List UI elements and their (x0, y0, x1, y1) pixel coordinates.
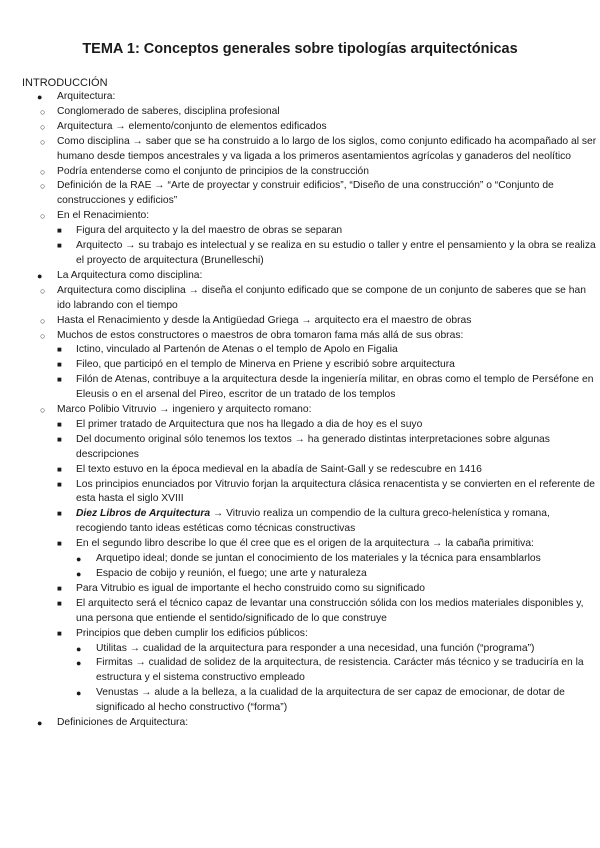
bullet-icon: ○ (40, 405, 46, 416)
sublist (40, 105, 600, 269)
item-text: Espacio de cobijo y reunión, el fuego; une arte y naturaleza (96, 568, 367, 579)
list-item (76, 656, 600, 686)
list-item (57, 478, 600, 508)
section-heading: INTRODUCCIÓN (22, 77, 108, 89)
bullet-icon: ○ (40, 211, 46, 222)
item-text: Definiciones de Arquitectura: (57, 717, 189, 729)
item-text: Arquitecto → su trabajo es intelectual y se realiza en su estudio o taller y entre el pensamiento y la obra se realiza el proyecto de arquitectura (Brunelleschi) (76, 240, 596, 266)
list-item (21, 329, 600, 404)
sublist (40, 284, 600, 716)
list-item (76, 567, 600, 582)
list-item (57, 358, 600, 373)
list-item (76, 686, 600, 716)
item-text: Ictino, vinculado al Partenón de Atenas o el templo de Apolo en Figalia (76, 344, 398, 356)
item-text: Los principios enunciados por Vitruvio forjan la arquitectura clásica renacentista y se convierten en el referente de esta hasta el siglo XVIII (76, 478, 595, 505)
list-item (57, 597, 600, 627)
bullet-icon: ■ (57, 509, 62, 519)
book-title: Diez Libros de Arquitectura (76, 508, 211, 520)
list-item (0, 716, 600, 731)
bullet-icon: ■ (57, 464, 62, 474)
bullet-icon: ○ (40, 330, 46, 341)
item-text: El primer tratado de Arquitectura que nos ha llegado a dia de hoy es el suyo (76, 418, 423, 430)
list-item (57, 507, 600, 537)
bullet-icon: ● (76, 688, 82, 699)
list-item (0, 269, 600, 716)
list-item (57, 418, 600, 433)
list-item (21, 179, 600, 209)
item-text: Utilitas → cualidad de la arquitectura para responder a una necesidad, una función (“programa”) (96, 642, 535, 654)
bullet-icon: ■ (57, 419, 62, 429)
item-text: Principios que deben cumplir los edificios públicos: (76, 627, 308, 639)
item-text: En el segundo libro describe lo que él cree que es el origen de la arquitectura → la cabaña primitiva: (76, 538, 534, 550)
list-item (57, 433, 600, 463)
item-text: Podría entenderse como el conjunto de principios de la construcción (57, 165, 369, 177)
list-item (21, 105, 600, 120)
bullet-icon: ○ (40, 136, 46, 147)
list-item (57, 537, 600, 582)
item-text: Figura del arquitecto y la del maestro de obras se separan (76, 225, 343, 237)
item-text: Conglomerado de saberes, disciplina profesional (57, 105, 280, 117)
sublist (57, 343, 600, 403)
item-text: En el Renacimiento: (57, 210, 150, 222)
item-text: Venustas → alude a la belleza, a la cualidad de la arquitectura de ser capaz de emocionar, de dotar de significado al hecho constructivo (“forma”) (96, 687, 565, 714)
bullet-icon: ● (37, 92, 43, 102)
bullet-icon: ■ (57, 360, 62, 370)
item-text: Marco Polibio Vitruvio → ingeniero y arquitecto romano: (57, 404, 312, 416)
bullet-icon: ● (76, 569, 82, 579)
item-text: Definición de la RAE → “Arte de proyectar y construir edificios”, “Diseño de una construcción” o “Conjunto de construcciones y edificios” (57, 180, 554, 207)
sublist (76, 552, 600, 582)
bullet-icon: ● (37, 270, 43, 281)
item-text: Arquitectura → elemento/conjunto de elementos edificados (57, 120, 327, 132)
list-item (21, 284, 600, 314)
list-item (0, 90, 600, 269)
outline (0, 90, 600, 731)
bullet-icon: ○ (40, 121, 46, 132)
item-text: Arquetipo ideal; donde se juntan el conocimiento de los materiales y la técnica para ensamblarlos (96, 553, 541, 565)
list-item (76, 642, 600, 657)
list-item (21, 135, 600, 165)
bullet-icon: ○ (40, 315, 46, 326)
bullet-icon: ■ (57, 226, 62, 236)
bullet-icon: ■ (57, 241, 62, 251)
sublist (57, 418, 600, 716)
bullet-icon: ○ (40, 285, 46, 296)
bullet-icon: ■ (57, 583, 62, 593)
bullet-icon: ■ (57, 628, 62, 638)
bullet-icon: ■ (57, 375, 62, 385)
list-item (57, 239, 600, 269)
sublist (57, 224, 600, 269)
list-item (57, 224, 600, 239)
list-item (57, 463, 600, 478)
bullet-icon: ○ (40, 106, 46, 117)
list-item (57, 627, 600, 716)
list-item (21, 209, 600, 269)
bullet-icon: ■ (57, 345, 62, 355)
list-item (57, 343, 600, 358)
bullet-icon: ● (37, 718, 43, 729)
page-title: TEMA 1: Conceptos generales sobre tipologías arquitectónicas (82, 41, 518, 57)
item-text: Muchos de estos constructores o maestros de obra tomaron fama más allá de sus obras: (57, 329, 464, 341)
item-text: Para Vitrubio es igual de importante el hecho construido como su significado (76, 582, 425, 594)
item-text: Firmitas → cualidad de solidez de la arquitectura, de resistencia. Carácter más técnico y se traduciría en la estructura y el sistema constructivo empleado (96, 657, 584, 684)
list-item (21, 403, 600, 716)
item-text-rest: → Vitruvio realiza un compendio de la cultura greco-helenística y romana, recogiendo tanto ideas estéticas como técnicas constructivas (76, 508, 550, 535)
item-text: Del documento original sólo tenemos los textos → ha generado distintas interpretaciones sobre algunas descripciones (76, 433, 550, 460)
bullet-icon: ● (76, 643, 82, 654)
list-item (76, 552, 600, 567)
bullet-icon: ■ (57, 434, 62, 444)
list-item (57, 582, 600, 597)
list-item (57, 373, 600, 403)
list-item (21, 314, 600, 329)
item-text: Filón de Atenas, contribuye a la arquitectura desde la ingeniería militar, en obras como el templo de Perséfone en Eleusis o en el arsenal del Pireo, escritor de un tratado de los templos (76, 374, 594, 401)
item-text: Hasta el Renacimiento y desde la Antigüedad Griega → arquitecto era el maestro de obras (57, 314, 472, 326)
sublist (76, 642, 600, 717)
item-text (76, 507, 600, 537)
bullet-icon: ○ (40, 166, 46, 177)
list-item (21, 165, 600, 180)
bullet-icon: ■ (57, 598, 62, 608)
bullet-icon: ○ (40, 181, 46, 192)
bullet-icon: ● (76, 658, 82, 669)
item-text: Arquitectura: (57, 91, 116, 102)
item-text: Arquitectura como disciplina → diseña el conjunto edificado que se compone de un conjunto de saberes que se han ido labrando con el tiempo (57, 284, 586, 311)
item-text: La Arquitectura como disciplina: (57, 269, 203, 281)
item-text: El texto estuvo en la época medieval en la abadía de Saint-Gall y se redescubre en 1416 (76, 463, 482, 475)
item-text: Fileo, que participó en el templo de Minerva en Priene y escribió sobre arquitectura (76, 359, 455, 371)
item-text: El arquitecto será el técnico capaz de levantar una construcción sólida con los medios materiales disponibles y, una persona que entiende el sentido/significado de lo que construye (76, 597, 584, 624)
bullet-icon: ● (76, 554, 82, 565)
list-item (21, 120, 600, 135)
bullet-icon: ■ (57, 479, 62, 489)
item-text: Como disciplina → saber que se ha construido a lo largo de los siglos, como conjunto edificado ha acompañado al ser humano desde tiempos ancestrales y va ligada a los primeros asentamientos agrícolas y ganaderos del neolítico (57, 135, 597, 162)
bullet-icon: ■ (57, 539, 62, 549)
